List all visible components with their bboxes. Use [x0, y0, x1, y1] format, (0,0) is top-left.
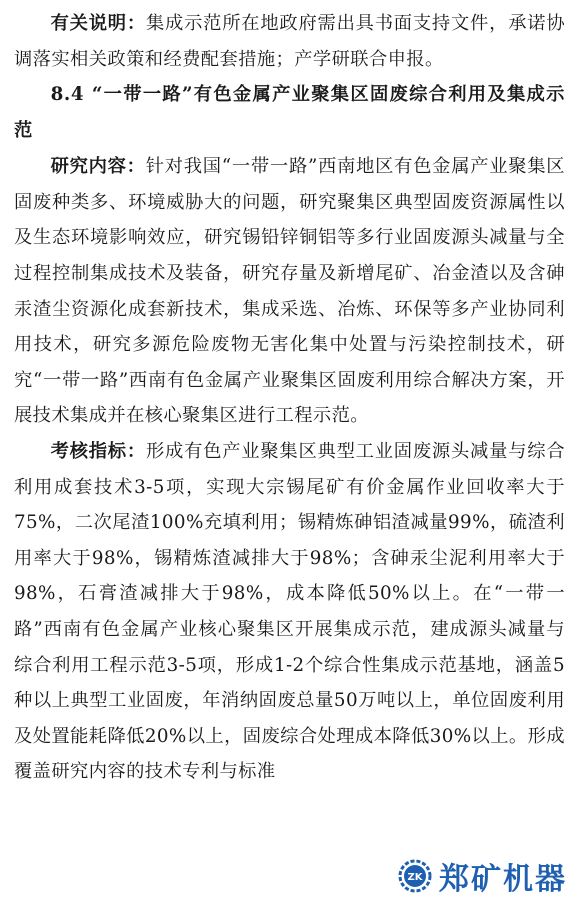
brand-name: 郑矿机器: [439, 862, 567, 897]
brand-logo-icon: [397, 858, 433, 894]
assessment-indicators-label: 考核指标：: [50, 440, 146, 462]
brand-watermark: [395, 854, 571, 898]
notes-label: 有关说明：: [50, 13, 146, 34]
notes-text: 集成示范所在地政府需出具书面支持文件，承诺协调落实相关政策和经费配套措施；产学研联合申报。: [14, 13, 566, 70]
brand-logo-text: ZK: [407, 872, 423, 883]
paragraph-assessment-indicators: [14, 434, 565, 790]
paragraph-research-content: [14, 149, 565, 434]
research-content-text: 针对我国“一带一路”西南地区有色金属产业聚集区固废种类多、环境威胁大的问题，研究聚集区典型固废资源属性以及生态环境影响效应，研究锡铅锌铜铝等多行业固废源头减量与全过程控制集成技术及装备，研究存量及新增尾矿、冶金渣以及含砷汞渣尘资源化成套新技术，集成采选、冶炼、环保等多产业协同利用技术，研究多源危险废物无害化集中处置与污染控制技术，研究“一带一路”西南有色金属产业聚集区固废利用综合解决方案，开展技术集成并在核心聚集区进行工程示范。: [14, 156, 565, 427]
research-content-label: 研究内容：: [50, 156, 146, 178]
assessment-indicators-text: 形成有色产业聚集区典型工业固废源头减量与综合利用成套技术3-5项，实现大宗锡尾矿有价金属作业回收率大于75%，二次尾渣100%充填利用；锡精炼砷铝渣减量99%，硫渣利用率大于98%，锡精炼渣减排大于98%；含砷汞尘泥利用率大于98%，石膏渣减排大于98%，成本降低50%以上。在“一带一路”西南有色金属产业核心聚集区开展集成示范，建成源头减量与综合利用工程示范3-5项，形成1-2个综合性集成示范基地，涵盖5种以上典型工业固废，年消纳固废总量50万吨以上，单位固废利用及处置能耗降低20%以上，固废综合处理成本降低30%以上。形成覆盖研究内容的技术专利与标准: [14, 440, 566, 783]
paragraph-notes: [14, 6, 565, 77]
section-heading: 8.4 “一带一路”有色金属产业聚集区固废综合利用及集成示范: [14, 84, 565, 142]
